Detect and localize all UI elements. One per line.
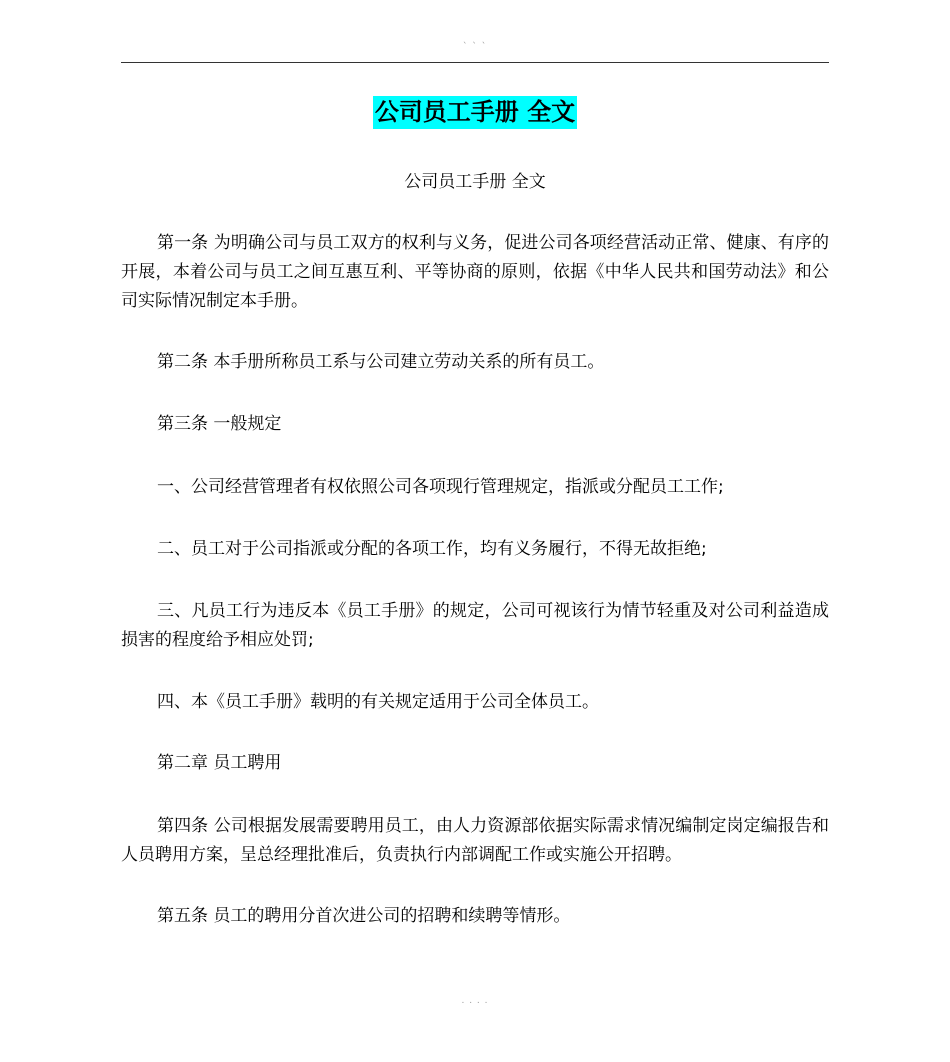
paragraph-rule-4: 四、本《员工手册》载明的有关规定适用于公司全体员工。	[157, 692, 599, 712]
paragraph-article-2: 第二条 本手册所称员工系与公司建立劳动关系的所有员工。	[157, 352, 605, 372]
chapter-heading: 第二章 员工聘用	[157, 753, 282, 773]
paragraph-article-1: 第一条 为明确公司与员工双方的权利与义务，促进公司各项经营活动正常、健康、有序的开展，本着公司与员工之间互惠互利、平等协商的原则，依据《中华人民共和国劳动法》和公司实际情况制定本手册。	[121, 233, 829, 311]
paragraph-rule-2: 二、员工对于公司指派或分配的各项工作，均有义务履行，不得无故拒绝;	[157, 539, 707, 559]
paragraph-rule-1: 一、公司经营管理者有权依照公司各项现行管理规定，指派或分配员工工作;	[157, 477, 724, 497]
page-footer-marks: . . . .	[461, 996, 489, 1006]
title-container	[121, 96, 829, 129]
document-title: 公司员工手册 全文	[373, 96, 577, 129]
paragraph-article-4: 第四条 公司根据发展需要聘用员工，由人力资源部依据实际需求情况编制定岗定编报告和人员聘用方案，呈总经理批准后，负责执行内部调配工作或实施公开招聘。	[121, 816, 829, 865]
paragraph-article-3: 第三条 一般规定	[157, 414, 282, 434]
header-divider	[121, 62, 829, 63]
paragraph-article-5: 第五条 员工的聘用分首次进公司的招聘和续聘等情形。	[157, 906, 571, 926]
document-subtitle: 公司员工手册 全文	[404, 172, 546, 192]
page-header-marks: ` ` `	[462, 42, 488, 52]
paragraph-rule-3: 三、凡员工行为违反本《员工手册》的规定，公司可视该行为情节轻重及对公司利益造成损害的程度给予相应处罚;	[121, 601, 829, 650]
